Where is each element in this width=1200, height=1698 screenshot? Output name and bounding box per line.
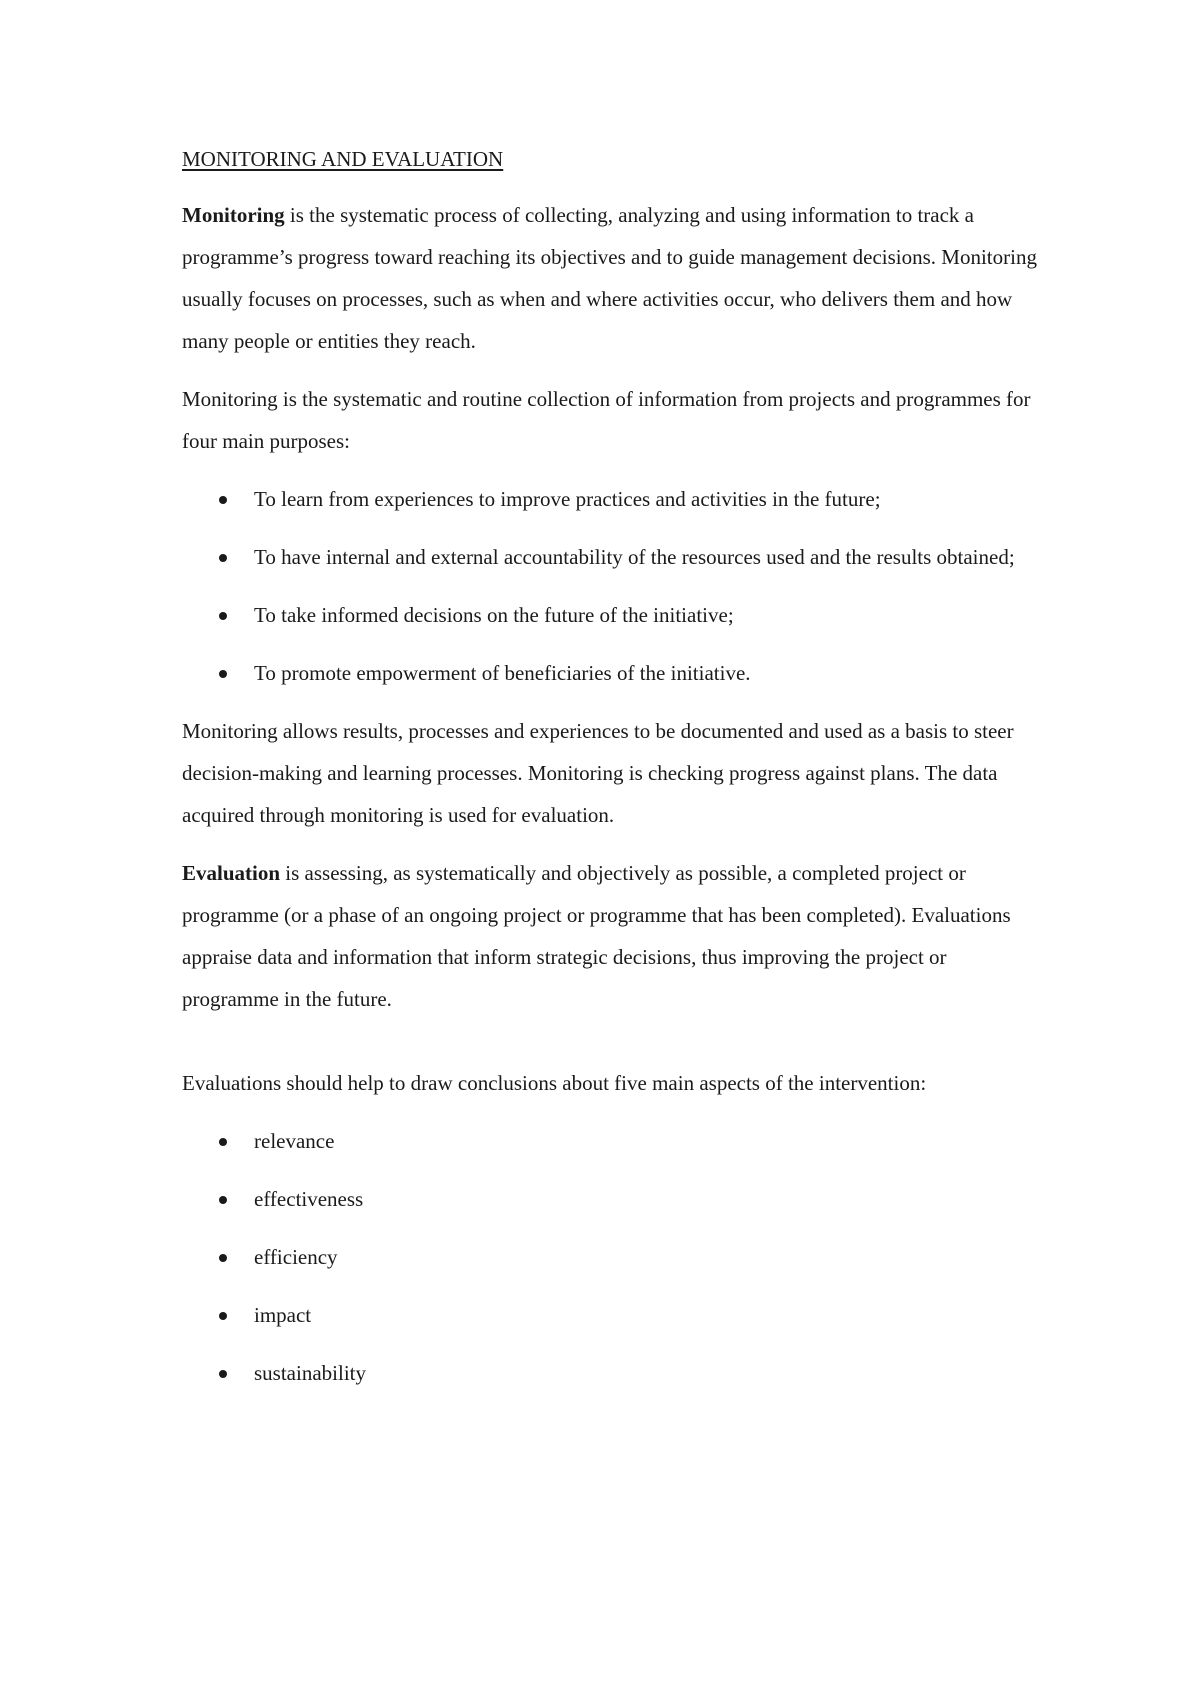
aspects-intro: Evaluations should help to draw conclusions about five main aspects of the intervention: — [182, 1071, 927, 1095]
list-item: relevance — [182, 1120, 1042, 1162]
bullet-icon — [219, 612, 227, 620]
bullet-icon — [219, 1138, 227, 1146]
document-title: MONITORING AND EVALUATION — [182, 147, 504, 171]
list-item: impact — [182, 1294, 1042, 1336]
evaluation-definition — [182, 852, 1042, 1020]
aspects-list — [182, 1120, 1042, 1394]
bullet-icon — [219, 670, 227, 678]
list-item: sustainability — [182, 1352, 1042, 1394]
list-item: To have internal and external accountability of the resources used and the results obtained; — [182, 536, 1042, 578]
bullet-icon — [219, 554, 227, 562]
monitoring-term: Monitoring — [182, 203, 285, 227]
list-item: To take informed decisions on the future of the initiative; — [182, 594, 1042, 636]
list-item: To promote empowerment of beneficiaries of the initiative. — [182, 652, 1042, 694]
bullet-icon — [219, 1312, 227, 1320]
document-body — [182, 138, 1042, 1410]
bullet-icon — [219, 1370, 227, 1378]
monitoring-definition-text: is the systematic process of collecting, analyzing and using information to track a programme’s progress toward reaching its objectives and to guide management decisions. Monitoring usually focuses on processes, such as when and where activities occur, who delivers them and how many people or entities they reach. — [182, 203, 1037, 353]
monitoring-definition — [182, 194, 1042, 362]
purposes-intro: Monitoring is the systematic and routine collection of information from projects and programmes for four main purposes: — [182, 387, 1031, 453]
bullet-icon — [219, 1196, 227, 1204]
purposes-list — [182, 478, 1042, 694]
list-item: To learn from experiences to improve practices and activities in the future; — [182, 478, 1042, 520]
list-item: efficiency — [182, 1236, 1042, 1278]
evaluation-definition-text: is assessing, as systematically and objectively as possible, a completed project or programme (or a phase of an ongoing project or programme that has been completed). Evaluations appraise data and information that inform strategic decisions, thus improving the project or programme in the future. — [182, 861, 1011, 1011]
paragraph-spacer — [182, 1036, 1042, 1062]
monitoring-allows-paragraph: Monitoring allows results, processes and experiences to be documented and used as a basis to steer decision-making and learning processes. Monitoring is checking progress against plans. The data acquired through monitoring is used for evaluation. — [182, 719, 1014, 827]
evaluation-term: Evaluation — [182, 861, 281, 885]
bullet-icon — [219, 1254, 227, 1262]
list-item: effectiveness — [182, 1178, 1042, 1220]
bullet-icon — [219, 496, 227, 504]
